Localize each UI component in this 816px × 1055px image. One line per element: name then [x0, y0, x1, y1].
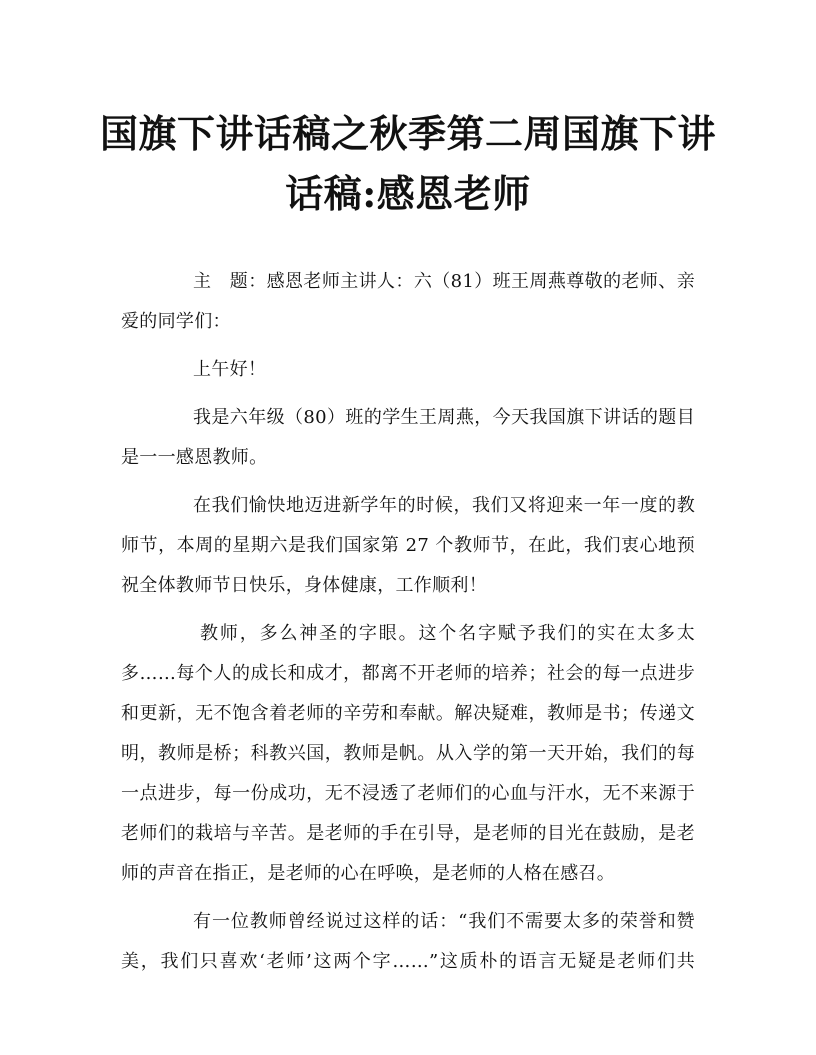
paragraph-teacher-praise: [121, 614, 695, 894]
text-line: 师节，本周的星期六是我们国家第 27 个教师节，在此，我们衷心地预: [121, 535, 695, 556]
text-line: 祝全体教师节日快乐，身体健康，工作顺利！: [121, 575, 487, 596]
text-line: 和更新，无不饱含着老师的辛劳和奉献。解决疑难，教师是书；传递文: [121, 703, 695, 724]
text-line: 多……每个人的成长和成才，都离不开老师的培养；社会的每一点进步: [121, 663, 695, 684]
paragraph-intro: [121, 398, 695, 478]
paragraph-greeting: [121, 350, 695, 390]
text-line: 上午好！: [193, 359, 267, 380]
text-line: 我是六年级（80）班的学生王周燕，今天我国旗下讲话的题目: [193, 407, 695, 428]
text-line: 师的声音在指正，是老师的心在呼唤，是老师的人格在感召。: [121, 863, 616, 884]
paragraph-subject: [121, 262, 695, 342]
paragraph-quote: [121, 902, 695, 982]
text-line: 教师，多么神圣的字眼。这个名字赋予我们的实在太多太: [200, 623, 695, 644]
text-line: 是一一感恩教师。: [121, 447, 268, 468]
document-body: [121, 262, 695, 982]
text-line: 主 题：感恩老师主讲人：六（81）班王周燕尊敬的老师、亲: [193, 271, 695, 292]
text-line: 有一位教师曾经说过这样的话：“我们不需要太多的荣誉和赞: [193, 911, 695, 932]
document-title-line-2: 话稿:感恩老师: [285, 171, 531, 216]
text-line: 老师们的栽培与辛苦。是老师的手在引导，是老师的目光在鼓励，是老: [121, 823, 695, 844]
text-line: 在我们愉快地迈进新学年的时候，我们又将迎来一年一度的教: [193, 495, 695, 516]
text-line: 一点进步，每一份成功，无不浸透了老师们的心血与汗水，无不来源于: [121, 783, 695, 804]
text-line: 明，教师是桥；科教兴国，教师是帆。从入学的第一天开始，我们的每: [121, 743, 695, 764]
document-title-line-1: 国旗下讲话稿之秋季第二周国旗下讲: [99, 111, 716, 156]
text-line: 美，我们只喜欢‘老师’这两个字……”这质朴的语言无疑是老师们共: [121, 951, 695, 972]
paragraph-teachers-day: [121, 486, 695, 606]
text-line: 爱的同学们：: [121, 311, 231, 332]
